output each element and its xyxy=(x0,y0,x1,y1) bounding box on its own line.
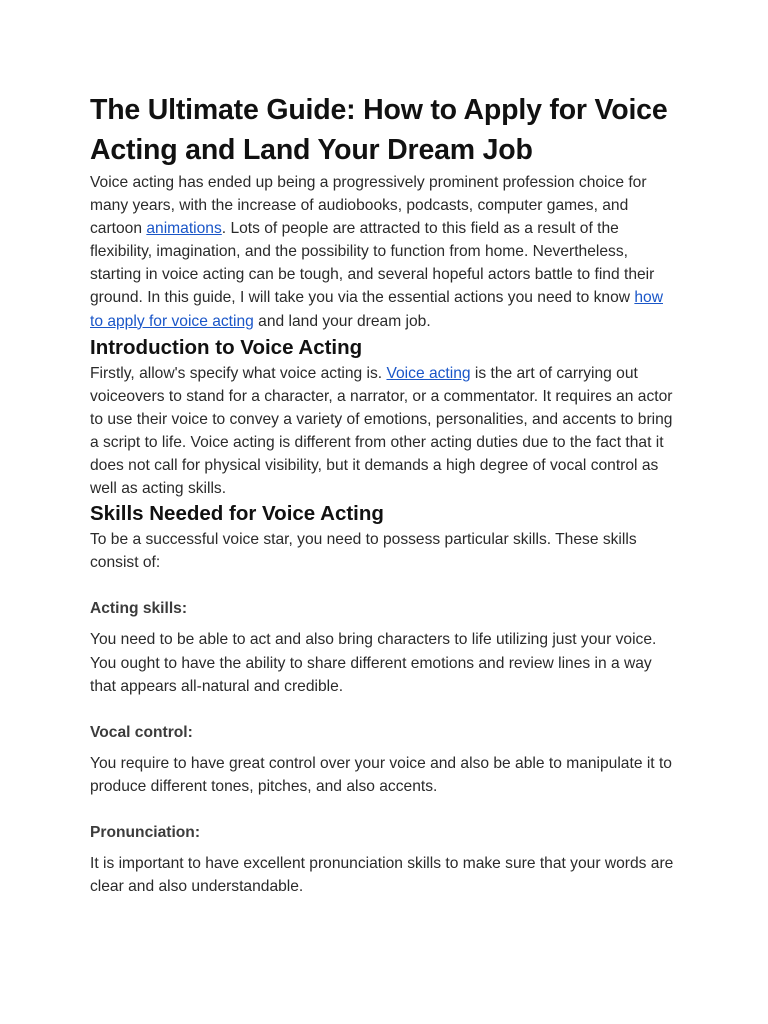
introduction-text-2: is the art of carrying out voiceovers to stand for a character, a narrator, or a commentator. It requires an actor to use their voice to convey a variety of emotions, personalities, and accents to bring a script to life. Voice acting is different from other acting duties due to the fact that it does not call for physical visibility, but it demands a high degree of vocal control as well as acting skills. xyxy=(90,364,673,498)
skill-heading-acting: Acting skills: xyxy=(90,600,188,618)
animations-link[interactable]: animations xyxy=(146,220,222,238)
skill-text-pronunciation: It is important to have excellent pronunciation skills to make sure that your words are clear and also understandable. xyxy=(90,854,674,895)
document-page xyxy=(90,90,680,898)
page-title: The Ultimate Guide: How to Apply for Voice Acting and Land Your Dream Job xyxy=(90,94,668,166)
skill-text-vocal-control: You require to have great control over your voice and also be able to manipulate it to produce different tones, pitches, and also accents. xyxy=(90,754,672,795)
intro-text-1: Voice acting has ended up being a progressively prominent profession choice for many years, with the increase of audiobooks, podcasts, computer games, and cartoon xyxy=(90,174,647,238)
introduction-text-1: Firstly, allow's specify what voice acting is. xyxy=(90,364,387,382)
section-heading-skills: Skills Needed for Voice Acting xyxy=(90,502,384,526)
skill-text-acting: You need to be able to act and also bring characters to life utilizing just your voice. You ought to have the ability to share different emotions and review lines in a way that appears all-natural and credible. xyxy=(90,631,657,695)
intro-text-3: and land your dream job. xyxy=(253,312,431,330)
apply-voice-acting-link[interactable]: how to apply for voice acting xyxy=(90,289,663,330)
skills-paragraph: To be a successful voice star, you need to possess particular skills. These skills consist of: xyxy=(90,531,637,572)
intro-text-2: . Lots of people are attracted to this field as a result of the flexibility, imagination, and the possibility to function from home. Nevertheless, starting in voice acting can be tough, and several hopeful actors battle to find their ground. In this guide, I will take you via the essential actions you need to know xyxy=(90,220,655,307)
skill-heading-pronunciation: Pronunciation: xyxy=(90,823,201,841)
voice-acting-link[interactable]: Voice acting xyxy=(386,364,471,382)
intro-paragraph xyxy=(90,171,680,333)
section-heading-introduction: Introduction to Voice Acting xyxy=(90,335,363,359)
skill-heading-vocal-control: Vocal control: xyxy=(90,723,193,741)
introduction-paragraph xyxy=(90,362,680,501)
